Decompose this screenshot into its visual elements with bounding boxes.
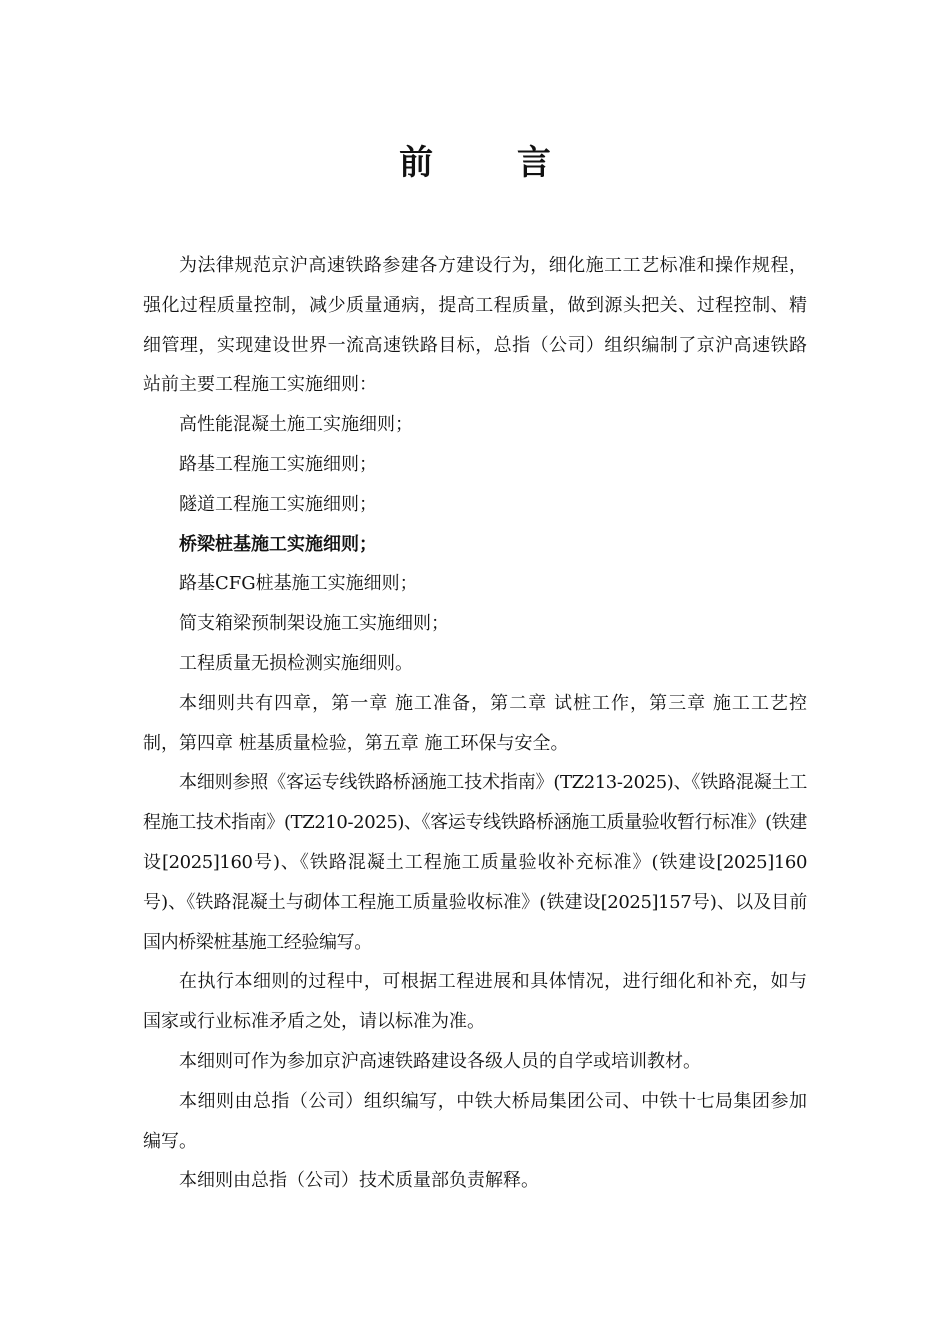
document-body <box>143 246 807 1201</box>
list-item-subgrade: 路基工程施工实施细则； <box>179 453 377 475</box>
list-item-nondestructive-testing: 工程质量无损检测实施细则。 <box>179 652 413 674</box>
execution-paragraph: 在执行本细则的过程中，可根据工程进展和具体情况，进行细化和补充，如与国家或行业标准矛盾之处，请以标准为准。 <box>143 971 807 1033</box>
intro-paragraph: 为法律规范京沪高速铁路参建各方建设行为，细化施工工艺标准和操作规程，强化过程质量控制，减少质量通病，提高工程质量，做到源头把关、过程控制、精细管理，实现建设世界一流高速铁路目标，总指（公司）组织编制了京沪高速铁路站前主要工程施工实施细则： <box>143 255 807 396</box>
list-item-concrete: 高性能混凝土施工实施细则； <box>179 414 413 436</box>
list-item-tunnel: 隧道工程施工实施细则； <box>179 493 377 515</box>
page-title: 前 言 <box>399 143 587 183</box>
references-paragraph: 本细则参照《客运专线铁路桥涵施工技术指南》(TZ213-2025)、《铁路混凝土工程施工技术指南》(TZ210-2025)、《客运专线铁路桥涵施工质量验收暂行标准》(铁建设[2025]160号)、《铁路混凝土工程施工质量验收补充标准》(铁建设[2025]160号)、《铁路混凝土与砌体工程施工质量验收标准》(铁建设[2025]157号)、以及目前国内桥梁桩基施工经验编写。 <box>143 772 807 953</box>
authorship-paragraph: 本细则由总指（公司）组织编写，中铁大桥局集团公司、中铁十七局集团参加编写。 <box>143 1090 807 1152</box>
training-paragraph: 本细则可作为参加京沪高速铁路建设各级人员的自学或培训教材。 <box>179 1050 701 1072</box>
list-item-cfg-pile: 路基CFG桩基施工实施细则； <box>179 573 418 595</box>
list-item-box-girder: 简支箱梁预制架设施工实施细则； <box>179 613 449 635</box>
interpretation-paragraph: 本细则由总指（公司）技术质量部负责解释。 <box>179 1170 539 1192</box>
chapters-paragraph: 本细则共有四章，第一章 施工准备，第二章 试桩工作，第三章 施工工艺控制，第四章 桩基质量检验，第五章 施工环保与安全。 <box>143 692 807 754</box>
list-item-bridge-pile: 桥梁桩基施工实施细则； <box>179 533 377 555</box>
